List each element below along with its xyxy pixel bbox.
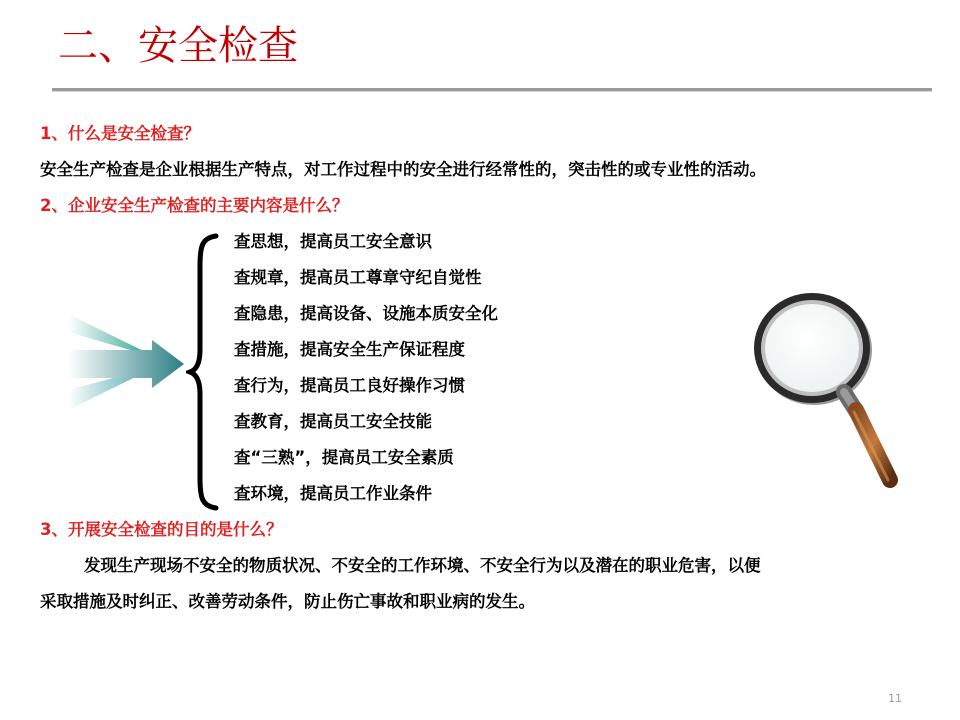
page-number: 11 (888, 692, 902, 705)
teal-arrow-icon (68, 306, 188, 416)
content-item-2: 查规章，提高员工尊章守纪自觉性 (234, 268, 482, 287)
answer-3-line-1: 发现生产现场不安全的物质状况、不安全的工作环境、不安全行为以及潜在的职业危害，以便 (84, 556, 761, 575)
question-3: 3、开展安全检查的目的是什么？ (40, 520, 283, 539)
content-item-3: 查隐患，提高设备、设施本质安全化 (234, 304, 498, 323)
answer-1: 安全生产检查是企业根据生产特点，对工作过程中的安全进行经常性的，突击性的或专业性的活动。 (40, 160, 766, 179)
question-2: 2、企业安全生产检查的主要内容是什么？ (40, 196, 349, 215)
slide-title: 二、安全检查 (58, 23, 298, 69)
content-item-4: 查措施，提高安全生产保证程度 (234, 340, 465, 359)
content-item-5: 查行为，提高员工良好操作习惯 (234, 376, 465, 395)
magnifying-glass-icon (750, 288, 910, 498)
content-item-6: 查教育，提高员工安全技能 (234, 412, 432, 431)
question-1: 1、什么是安全检查？ (40, 124, 200, 143)
curly-brace-icon (186, 232, 226, 512)
content-item-7: 查“三熟”，提高员工安全素质 (234, 448, 454, 467)
content-item-8: 查环境，提高员工作业条件 (234, 484, 432, 503)
answer-3-line-2: 采取措施及时纠正、改善劳动条件，防止伤亡事故和职业病的发生。 (40, 592, 535, 611)
title-divider-shadow (52, 91, 932, 92)
content-item-1: 查思想，提高员工安全意识 (234, 232, 432, 251)
